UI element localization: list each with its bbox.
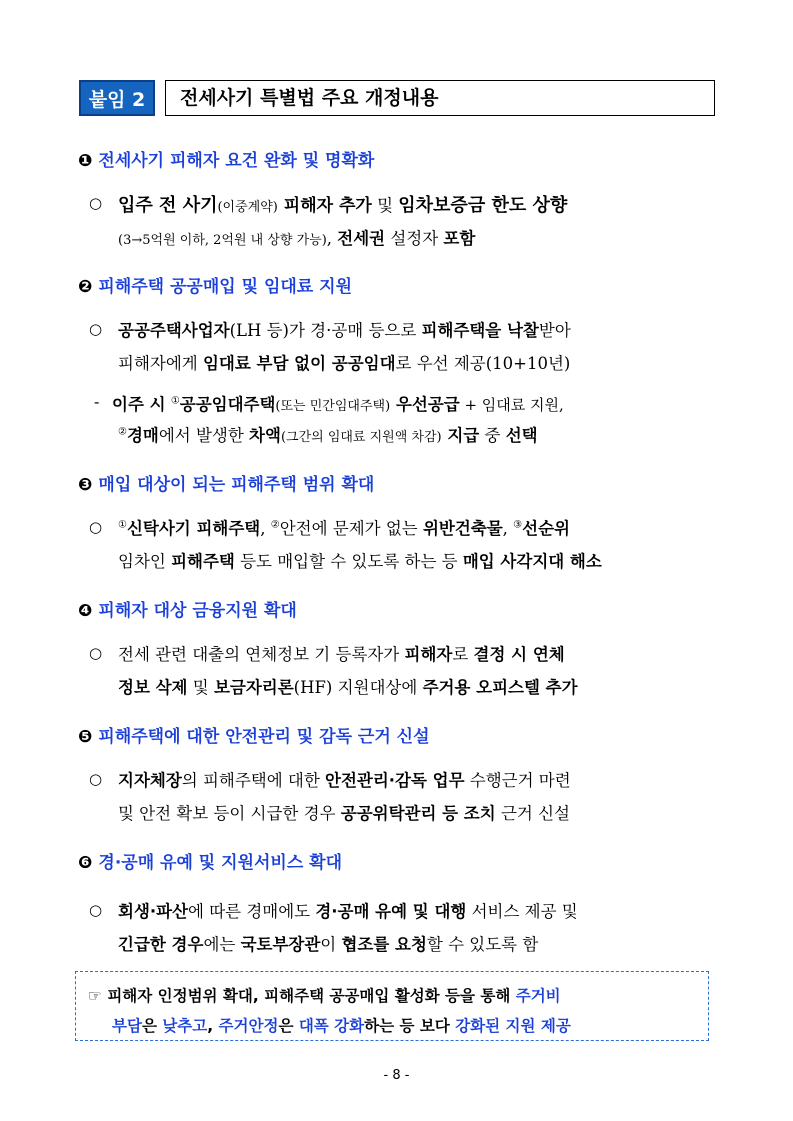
s6-line-2 bbox=[118, 931, 538, 955]
text: , bbox=[207, 1017, 219, 1035]
text: 에는 bbox=[203, 935, 241, 954]
text-highlight: 부담 bbox=[112, 1017, 142, 1035]
text-bold: 임차보증금 한도 상향 bbox=[398, 195, 568, 216]
text: 은 bbox=[278, 1017, 299, 1035]
bullet-icon: ○ bbox=[89, 518, 103, 536]
circled-number: ① bbox=[170, 395, 180, 407]
section-title: 피해자 대상 금융지원 확대 bbox=[98, 601, 297, 621]
section-title: 경·공매 유예 및 지원서비스 확대 bbox=[98, 853, 343, 873]
text-bold: 선순위 bbox=[522, 519, 570, 538]
text: (3→5억원 이하, 2억원 내 상향 가능) bbox=[118, 233, 327, 248]
section-1-heading bbox=[78, 146, 374, 171]
text: (HF) 지원대상에 bbox=[293, 678, 423, 697]
s5-line-1 bbox=[118, 767, 571, 791]
attachment-badge: 붙임 2 bbox=[79, 80, 155, 116]
text-bold: 신탁사기 피해주택 bbox=[126, 519, 261, 538]
section-title: 피해주택에 대한 안전관리 및 감독 근거 신설 bbox=[98, 727, 430, 747]
text: 임차인 bbox=[118, 552, 172, 571]
text-bold: 안전관리·감독 업무 bbox=[325, 771, 465, 790]
text-bold: 매입 사각지대 해소 bbox=[462, 552, 602, 571]
text: (LH 등)가 경·공매 등으로 bbox=[229, 321, 422, 340]
text-bold: 위반건축물 bbox=[422, 519, 503, 538]
text-bold: 결정 시 연체 bbox=[473, 645, 565, 664]
circled-number: ② bbox=[270, 519, 280, 531]
text: 및 bbox=[187, 678, 214, 697]
text-bold: 보금자리론 bbox=[213, 678, 294, 697]
section-number: ❷ bbox=[78, 277, 93, 297]
text: , bbox=[326, 229, 338, 248]
text-bold: 회생·파산 bbox=[118, 902, 189, 921]
text-bold: 지자체장 bbox=[118, 771, 182, 790]
text: 피해자 인정범위 확대, 피해주택 공공매입 활성화 등을 통해 bbox=[107, 987, 516, 1005]
text: 전세 관련 대출의 연체정보 기 등록자가 bbox=[118, 645, 405, 664]
page-number: - 8 - bbox=[383, 1068, 410, 1083]
text: , bbox=[260, 519, 271, 538]
text-bold: 피해자 추가 bbox=[277, 196, 372, 216]
text-bold: 주거용 오피스텔 추가 bbox=[422, 678, 578, 697]
text: (이중계약) bbox=[217, 200, 278, 215]
text-bold: 선택 bbox=[505, 426, 538, 445]
bullet-icon: ○ bbox=[89, 194, 103, 212]
text-bold: 피해주택 bbox=[171, 552, 235, 571]
text-bold: 입주 전 사기 bbox=[118, 195, 218, 216]
bullet-icon: ○ bbox=[89, 320, 103, 338]
section-5-heading bbox=[78, 722, 430, 747]
section-number: ❻ bbox=[78, 853, 93, 873]
section-number: ❸ bbox=[78, 475, 93, 495]
text-bold: 우선공급 bbox=[390, 395, 460, 414]
pointing-hand-icon: ☞ bbox=[88, 987, 102, 1005]
text: 안전에 문제가 없는 bbox=[279, 519, 423, 538]
bullet-icon: ○ bbox=[89, 770, 103, 788]
s4-line-2 bbox=[118, 674, 578, 698]
text-bold: 지급 bbox=[441, 426, 480, 445]
text: 하는 등 보다 bbox=[364, 1017, 456, 1035]
text: 및 안전 확보 등이 시급한 경우 bbox=[118, 804, 341, 823]
text-bold: 경매 bbox=[126, 426, 159, 445]
text-bold: 정보 삭제 bbox=[118, 678, 188, 697]
text-bold: 임대료 부담 없이 공공임대 bbox=[202, 354, 396, 373]
text-bold: 피해자 bbox=[404, 645, 453, 664]
text-highlight: 낮추고 bbox=[162, 1017, 208, 1035]
text: 에서 발생한 bbox=[158, 426, 250, 445]
text-bold: 경·공매 유예 및 대행 bbox=[315, 902, 467, 921]
circled-number: ③ bbox=[513, 519, 523, 531]
text-bold: 전세권 bbox=[337, 229, 386, 248]
text-highlight: 강화된 지원 제공 bbox=[455, 1017, 571, 1035]
text: 에 따른 경매에도 bbox=[188, 902, 316, 921]
s5-line-2 bbox=[118, 800, 570, 824]
text: 이 bbox=[320, 935, 342, 954]
section-3-heading bbox=[78, 470, 374, 495]
s2-line-2 bbox=[118, 350, 570, 374]
text-bold: 협조를 요청 bbox=[341, 935, 427, 954]
text: 중 bbox=[479, 426, 506, 445]
s4-line-1 bbox=[118, 641, 565, 665]
text: 등도 매입할 수 있도록 하는 등 bbox=[234, 552, 463, 571]
text: 로 bbox=[452, 645, 474, 664]
text: 할 수 있도록 함 bbox=[426, 935, 539, 954]
notice-line-1 bbox=[88, 984, 561, 1006]
circled-number: ① bbox=[118, 519, 127, 531]
section-title: 전세사기 피해자 요건 완화 및 명확화 bbox=[98, 151, 375, 171]
section-number: ❶ bbox=[78, 151, 93, 171]
dash-icon: - bbox=[94, 392, 100, 411]
section-number: ❹ bbox=[78, 601, 93, 621]
text: 로 우선 제공(10+10년) bbox=[395, 354, 571, 373]
text: , bbox=[502, 519, 514, 538]
text: 피해자에게 bbox=[118, 354, 203, 373]
text: 받아 bbox=[538, 321, 571, 340]
text-highlight: 주거비 bbox=[515, 987, 561, 1005]
section-4-heading bbox=[78, 596, 297, 621]
text: 은 bbox=[141, 1017, 163, 1035]
summary-notice-box bbox=[75, 971, 709, 1041]
section-title: 피해주택 공공매입 및 임대료 지원 bbox=[98, 277, 352, 297]
s2-line-1 bbox=[118, 317, 571, 341]
text: 근거 신설 bbox=[495, 804, 570, 823]
s6-line-1 bbox=[118, 898, 578, 922]
section-2-heading bbox=[78, 272, 352, 297]
text-bold: 공공임대주택 bbox=[179, 395, 276, 414]
text-bold: 차액 bbox=[249, 426, 281, 445]
section-title: 매입 대상이 되는 피해주택 범위 확대 bbox=[98, 475, 375, 495]
s2-dash-line-2 bbox=[118, 422, 538, 446]
text: (그간의 임대료 지원액 차감) bbox=[280, 430, 442, 445]
s1-line-1 bbox=[118, 191, 567, 217]
s2-dash-line-1 bbox=[112, 391, 564, 415]
text: 수행근거 마련 bbox=[464, 771, 571, 790]
text-bold: 공공주택사업자 bbox=[118, 321, 230, 340]
text-bold: 긴급한 경우 bbox=[118, 935, 204, 954]
text: 설정자 bbox=[385, 229, 444, 248]
notice-line-2 bbox=[112, 1014, 571, 1036]
text-bold: 피해주택을 낙찰 bbox=[421, 321, 539, 340]
bullet-icon: ○ bbox=[89, 644, 103, 662]
bullet-icon: ○ bbox=[89, 901, 103, 919]
section-number: ❺ bbox=[78, 727, 93, 747]
s3-line-1 bbox=[118, 515, 570, 539]
text: 및 bbox=[371, 196, 399, 215]
text-bold: 국토부장관 bbox=[240, 935, 321, 954]
text: + 임대료 지원, bbox=[459, 396, 564, 414]
circled-number: ② bbox=[118, 426, 127, 438]
text-bold: 공공위탁관리 등 조치 bbox=[340, 804, 496, 823]
text: 서비스 제공 및 bbox=[466, 902, 578, 921]
text-highlight: 주거안정 bbox=[218, 1017, 279, 1035]
text-highlight: 대폭 강화 bbox=[298, 1017, 365, 1035]
s3-line-2 bbox=[118, 548, 602, 572]
page-title: 전세사기 특별법 주요 개정내용 bbox=[165, 80, 715, 116]
s1-line-2 bbox=[118, 225, 475, 249]
text: (또는 민간임대주택) bbox=[275, 399, 391, 414]
text-bold: 포함 bbox=[443, 229, 476, 248]
text-bold: 이주 시 bbox=[112, 395, 166, 414]
section-6-heading bbox=[78, 848, 342, 873]
text: 의 피해주택에 대한 bbox=[181, 771, 326, 790]
